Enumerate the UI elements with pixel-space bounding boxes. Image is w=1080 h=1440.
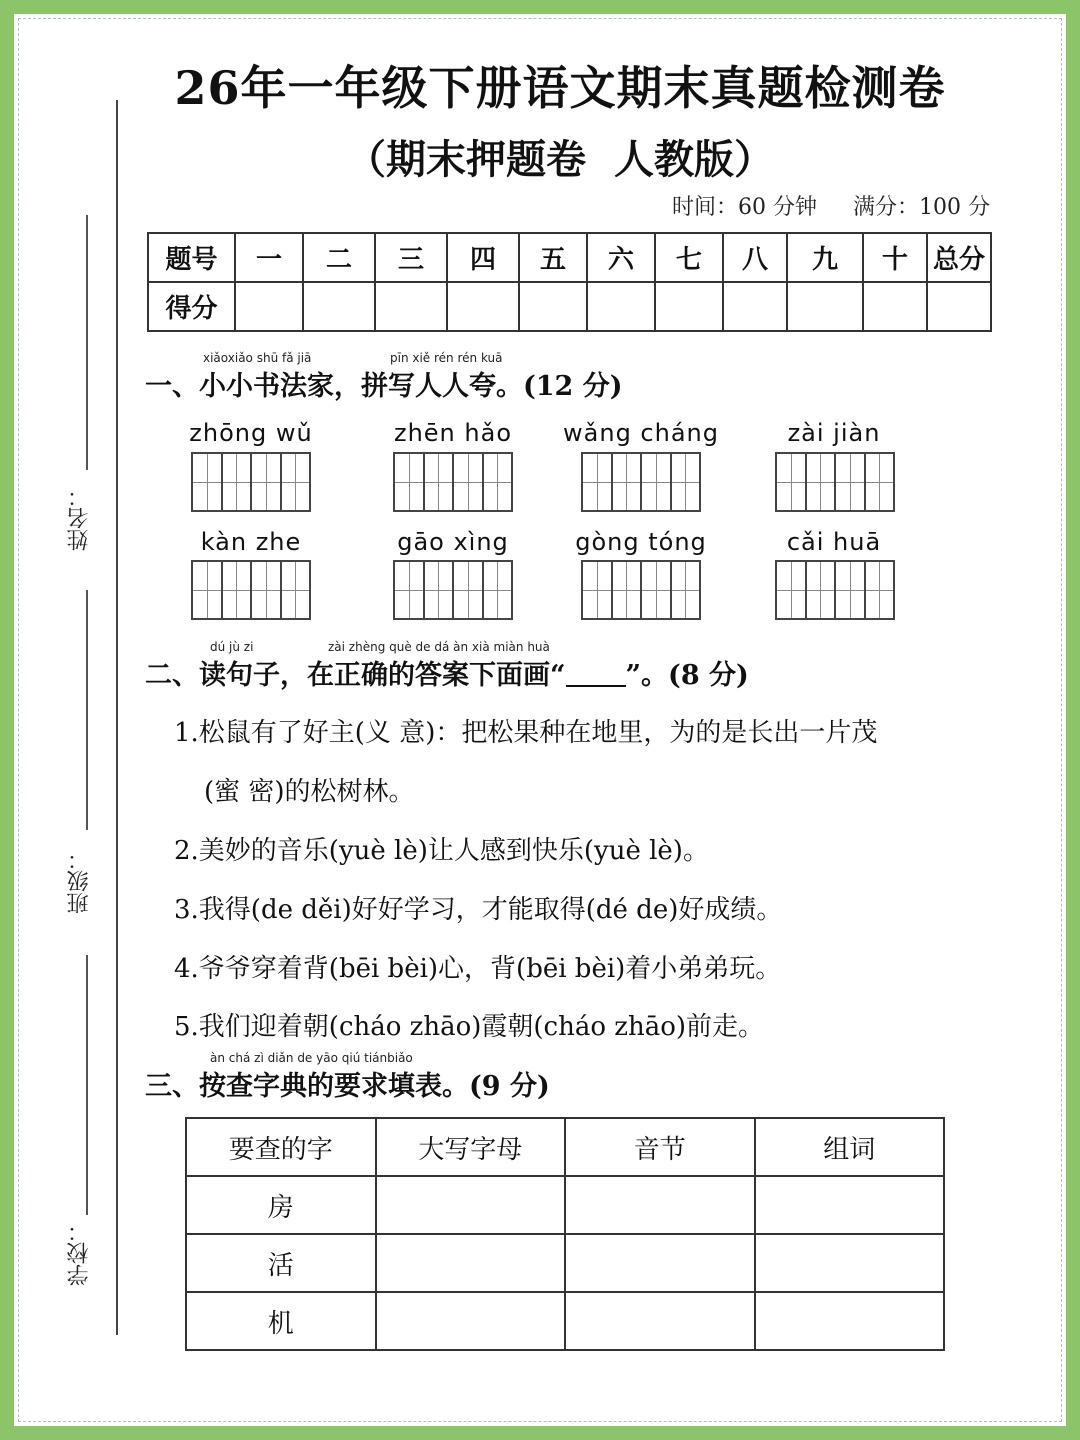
table-row [186,1234,944,1292]
score-value-row [148,282,991,331]
score-blank-cell[interactable] [587,282,655,331]
name-fill-line [86,215,88,470]
answer-cell[interactable] [565,1176,755,1234]
section1-title: 一、小小书法家，拼写人人夸。(12 分) [145,371,623,402]
question-5: 5.我们迎着朝(cháo zhāo)霞朝(cháo zhāo)前走。 [174,1012,765,1042]
school-fill-line [86,955,88,1215]
class-label: 班级： [67,848,92,914]
time-label: 时间：60 分钟 [672,195,817,220]
class-fill-line [86,590,88,830]
score-header-row [148,233,991,282]
answer-cell[interactable] [565,1234,755,1292]
section3-title: 三、按查字典的要求填表。(9 分) [145,1071,550,1102]
table-row [186,1176,944,1234]
writing-grid[interactable] [191,560,311,620]
score-blank-cell[interactable] [447,282,519,331]
section2-title [145,653,749,692]
dictionary-header: 音节 [565,1118,755,1176]
score-cell: 二 [303,233,375,282]
question-3: 3.我得(de děi)好好学习，才能取得(dé de)好成绩。 [174,895,783,925]
subtitle-left: （期末押题卷 [346,136,586,183]
score-cell: 三 [375,233,447,282]
lookup-character: 机 [186,1292,376,1350]
question-2: 2.美妙的音乐(yuè lè)让人感到快乐(yuè lè)。 [174,836,709,866]
table-row [186,1292,944,1350]
pinyin-prompt: zài jiàn [787,419,881,447]
score-cell: 六 [587,233,655,282]
score-cell: 五 [519,233,587,282]
answer-cell[interactable] [376,1234,566,1292]
score-blank-cell[interactable] [655,282,723,331]
writing-grid[interactable] [581,560,701,620]
answer-cell[interactable] [755,1292,945,1350]
underline-sample [566,667,626,687]
pinyin-prompt: zhōng wǔ [189,419,313,447]
score-cell: 四 [447,233,519,282]
score-blank-cell[interactable] [863,282,927,331]
score-blank-cell[interactable] [723,282,787,331]
question-1-line-2: (蜜 密)的松树林。 [204,777,415,807]
section2-title-b: ”。(8 分) [625,660,749,691]
score-cell: 十 [863,233,927,282]
name-label: 姓名： [67,485,92,551]
section1-pinyin-b: pīn xiě rén rén kuā [390,351,503,365]
section3-pinyin: àn chá zì diǎn de yāo qiú tiánbiǎo [210,1051,413,1065]
score-cell: 一 [235,233,303,282]
score-cell: 九 [787,233,863,282]
writing-grid[interactable] [393,560,513,620]
subtitle-right: 人教版） [614,136,774,183]
score-row-label: 得分 [148,282,235,331]
section2-pinyin-b: zài zhèng què de dá àn xià miàn huà [328,640,550,654]
score-blank-cell[interactable] [303,282,375,331]
score-cell: 七 [655,233,723,282]
writing-grid[interactable] [393,452,513,512]
score-cell: 八 [723,233,787,282]
full-score-label: 满分：100 分 [853,195,990,220]
answer-cell[interactable] [565,1292,755,1350]
pinyin-prompt: zhēn hǎo [393,419,512,447]
dictionary-header: 大写字母 [376,1118,566,1176]
pinyin-prompt: wǎng cháng [563,419,719,447]
school-label: 学校： [67,1220,92,1286]
writing-grid[interactable] [775,560,895,620]
pinyin-prompt: cǎi huā [786,528,882,556]
dictionary-header: 组词 [755,1118,945,1176]
writing-grid[interactable] [191,452,311,512]
score-blank-cell[interactable] [787,282,863,331]
pinyin-prompt: kàn zhe [200,528,302,556]
section1-pinyin-a: xiǎoxiǎo shū fǎ jiā [203,351,312,365]
writing-grid[interactable] [775,452,895,512]
score-cell: 题号 [148,233,235,282]
page-title: 26年一年级下册语文期末真题检测卷 [174,61,946,115]
answer-cell[interactable] [376,1292,566,1350]
page-subtitle [120,128,1000,185]
score-table [147,232,992,332]
answer-cell[interactable] [755,1176,945,1234]
lookup-character: 房 [186,1176,376,1234]
score-cell: 总分 [927,233,991,282]
exam-info [560,190,990,221]
dictionary-header: 要查的字 [186,1118,376,1176]
score-blank-cell[interactable] [375,282,447,331]
pinyin-prompt: gāo xìng [397,528,509,556]
pinyin-prompt: gòng tóng [575,528,707,556]
lookup-character: 活 [186,1234,376,1292]
answer-cell[interactable] [376,1176,566,1234]
score-blank-cell[interactable] [519,282,587,331]
dictionary-table [185,1117,945,1351]
score-blank-cell[interactable] [235,282,303,331]
writing-grid[interactable] [581,452,701,512]
section2-title-a: 二、读句子，在正确的答案下面画“ [145,660,566,691]
section2-pinyin-a: dú jù zi [210,640,254,654]
dictionary-header-row [186,1118,944,1176]
question-1-line-1: 1.松鼠有了好主(义 意)：把松果种在地里，为的是长出一片茂 [174,718,878,748]
answer-cell[interactable] [755,1234,945,1292]
score-blank-cell[interactable] [927,282,991,331]
question-4: 4.爷爷穿着背(bēi bèi)心，背(bēi bèi)着小弟弟玩。 [174,954,782,984]
binding-line [116,100,118,1335]
